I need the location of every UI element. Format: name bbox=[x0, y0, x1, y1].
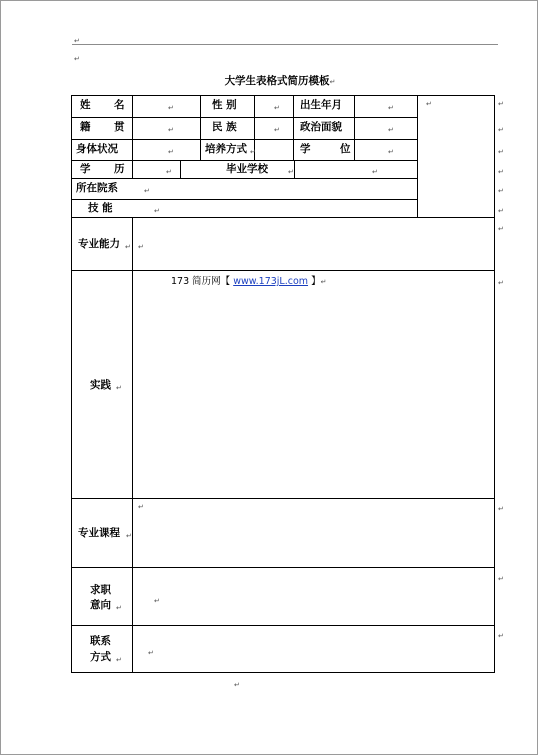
education-label-first: 学 bbox=[80, 163, 91, 175]
paragraph-mark: ↵ bbox=[116, 604, 122, 612]
birth-date-label: 出生年月 bbox=[300, 99, 342, 111]
paragraph-mark: ↵ bbox=[74, 37, 80, 45]
paragraph-mark: ↵ bbox=[498, 505, 504, 513]
paragraph-mark: ↵ bbox=[125, 243, 131, 251]
gender-label: 性 别 bbox=[212, 99, 237, 111]
document-title bbox=[200, 73, 360, 88]
education-label-second: 历 bbox=[114, 163, 125, 175]
paragraph-mark: ↵ bbox=[274, 104, 280, 112]
paragraph-mark: ↵ bbox=[498, 225, 504, 233]
paragraph-mark: ↵ bbox=[74, 55, 80, 63]
paragraph-mark: ↵ bbox=[498, 100, 504, 108]
native-place-label-first: 籍 bbox=[80, 121, 91, 133]
paragraph-mark: ↵ bbox=[274, 126, 280, 134]
paragraph-mark: ↵ bbox=[372, 168, 378, 176]
paragraph-mark: ↵ bbox=[168, 104, 174, 112]
practice-label: 实践 bbox=[90, 379, 111, 391]
paragraph-mark: ↵ bbox=[138, 243, 144, 251]
paragraph-mark: ↵ bbox=[498, 575, 504, 583]
department-label: 所在院系 bbox=[76, 182, 118, 194]
training-mode-label: 培养方式 bbox=[205, 143, 247, 155]
practice-suffix: 】 bbox=[311, 276, 321, 287]
health-status-label: 身体状况 bbox=[76, 143, 118, 155]
name-label-first: 姓 bbox=[80, 99, 91, 111]
paragraph-mark: ↵ bbox=[498, 279, 504, 287]
paragraph-mark: ↵ bbox=[144, 187, 150, 195]
paragraph-mark: ↵ bbox=[166, 168, 172, 176]
degree-label-second: 位 bbox=[340, 143, 351, 155]
graduate-school-label: 毕业学校 bbox=[226, 163, 268, 175]
practice-content bbox=[171, 276, 326, 288]
paragraph-mark: ↵ bbox=[498, 126, 504, 134]
document-title-text: 大学生表格式简历模板 bbox=[224, 75, 330, 87]
paragraph-mark: ↵ bbox=[138, 503, 144, 511]
paragraph-mark: ↵ bbox=[148, 649, 154, 657]
paragraph-mark: ↵ bbox=[329, 78, 336, 86]
courses-label: 专业课程 bbox=[78, 527, 120, 539]
paragraph-mark: ↵ bbox=[154, 597, 160, 605]
political-status-label: 政治面貌 bbox=[300, 121, 342, 133]
paragraph-mark: ↵ bbox=[498, 168, 504, 176]
paragraph-mark: ↵ bbox=[320, 278, 327, 286]
contact-label-line1: 联系 bbox=[90, 635, 111, 647]
paragraph-mark: ↵ bbox=[168, 126, 174, 134]
paragraph-mark: ↵ bbox=[388, 126, 394, 134]
paragraph-mark: ↵ bbox=[288, 168, 294, 176]
degree-label-first: 学 bbox=[300, 143, 311, 155]
paragraph-mark: ↵ bbox=[126, 532, 132, 540]
website-link[interactable]: www.173jL.com bbox=[233, 276, 309, 287]
photo-area-mark: ↵ bbox=[426, 100, 432, 108]
name-label-second: 名 bbox=[114, 99, 125, 111]
professional-ability-label: 专业能力 bbox=[78, 238, 120, 250]
contact-label-line2: 方式 bbox=[90, 651, 111, 663]
paragraph-mark: ↵ bbox=[116, 656, 122, 664]
paragraph-mark: ↵ bbox=[498, 207, 504, 215]
practice-prefix: 173 简历网【 bbox=[171, 276, 231, 287]
paragraph-mark: ↵ bbox=[498, 187, 504, 195]
paragraph-mark: ↵ bbox=[116, 384, 122, 392]
header-rule bbox=[72, 44, 498, 45]
paragraph-mark: ↵ bbox=[388, 148, 394, 156]
paragraph-mark: ↵ bbox=[168, 148, 174, 156]
paragraph-mark: ↵ bbox=[388, 104, 394, 112]
skills-label: 技 能 bbox=[88, 202, 113, 214]
paragraph-mark: ↵ bbox=[154, 207, 160, 215]
ethnicity-label: 民 族 bbox=[212, 121, 237, 133]
paragraph-mark: ↵ bbox=[250, 148, 256, 156]
job-intention-label-line1: 求职 bbox=[90, 584, 111, 596]
native-place-label-second: 贯 bbox=[114, 121, 125, 133]
job-intention-label-line2: 意向 bbox=[90, 599, 111, 611]
paragraph-mark: ↵ bbox=[234, 681, 240, 689]
paragraph-mark: ↵ bbox=[498, 148, 504, 156]
paragraph-mark: ↵ bbox=[498, 632, 504, 640]
